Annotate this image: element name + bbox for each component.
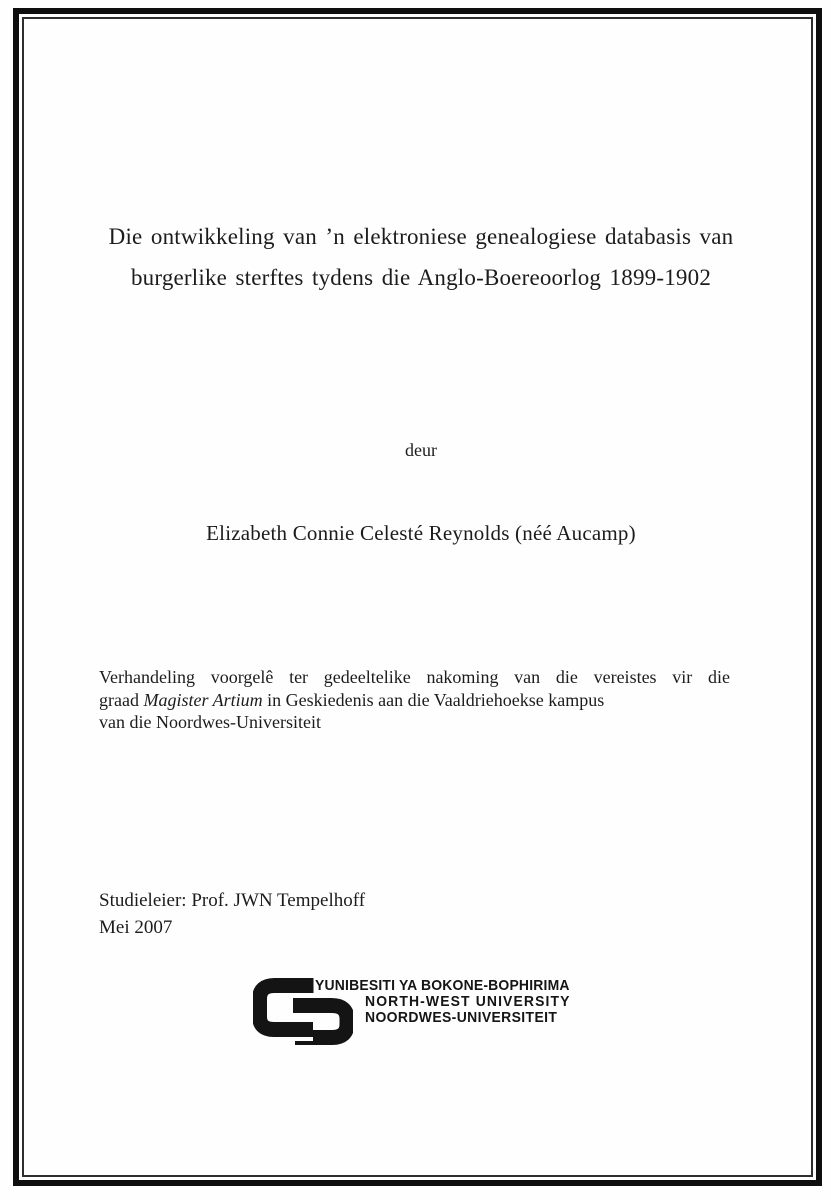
supervisor-block bbox=[99, 887, 365, 941]
statement-line3: van die Noordwes-Universiteit bbox=[99, 712, 321, 733]
logo-name-english: NORTH-WEST UNIVERSITY bbox=[365, 993, 571, 1010]
byline-deur: deur bbox=[405, 440, 437, 460]
statement-degree-name: Magister Artium bbox=[143, 689, 263, 710]
statement-line2-pre: graad bbox=[99, 689, 139, 710]
statement-line2-post: in Geskiedenis aan die Vaaldriehoekse kampus bbox=[267, 689, 605, 710]
date-line: Mei 2007 bbox=[99, 917, 173, 938]
submission-statement bbox=[99, 666, 730, 734]
thesis-title-line2: burgerlike sterftes tydens die Anglo-Boereoorlog 1899-1902 bbox=[130, 264, 712, 290]
logo-name-afrikaans: NOORDWES-UNIVERSITEIT bbox=[365, 1009, 558, 1026]
thesis-title bbox=[85, 217, 757, 298]
logo-name-setswana: YUNIBESITI YA BOKONE-BOPHIRIMA bbox=[315, 977, 570, 994]
supervisor-line: Studieleier: Prof. JWN Tempelhoff bbox=[99, 890, 366, 911]
statement-line1: Verhandeling voorgelê ter gedeeltelike nakoming van die vereistes vir die bbox=[99, 667, 730, 687]
thesis-title-line1: Die ontwikkeling van ’n elektroniese genealogiese databasis van bbox=[108, 224, 734, 249]
statement-line2 bbox=[99, 689, 730, 712]
university-logo bbox=[253, 973, 598, 1055]
author-name: Elizabeth Connie Celesté Reynolds (néé Aucamp) bbox=[206, 521, 636, 545]
